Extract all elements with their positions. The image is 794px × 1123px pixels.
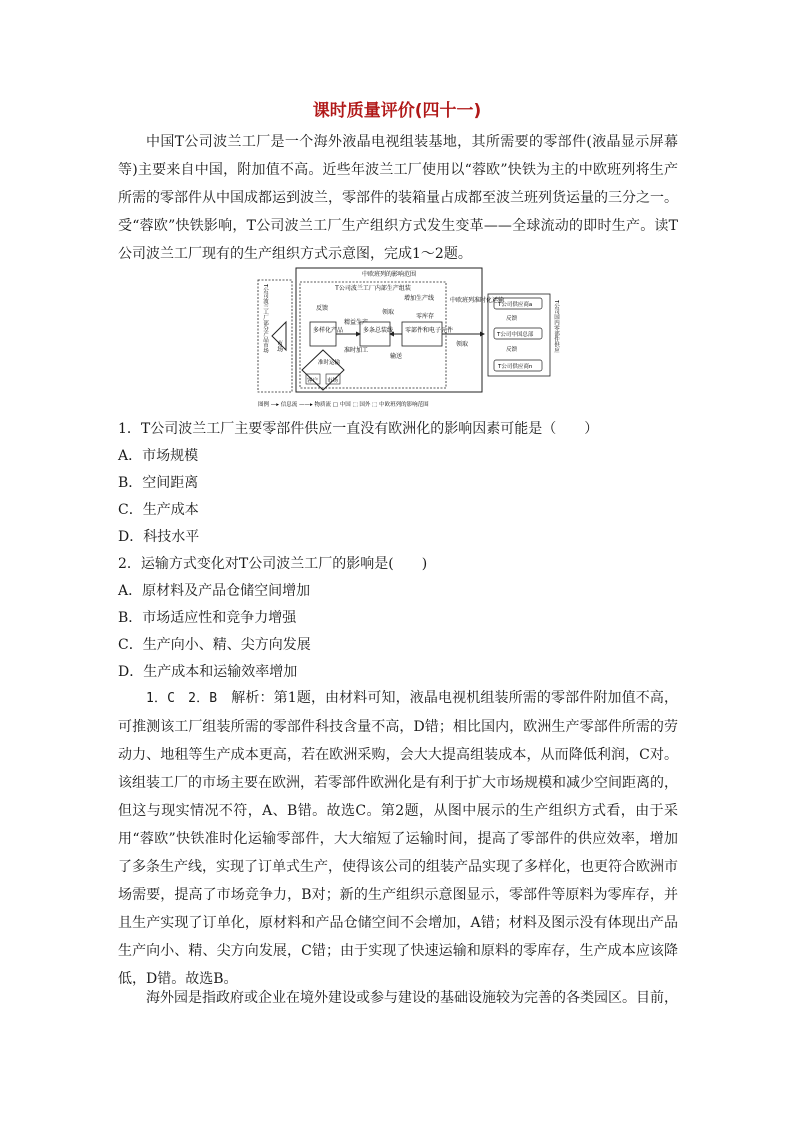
- answer-text: 解析：第1题，由材料可知，液晶电视机组装所需的零部件附加值不高，可推测该工厂组装所需的零部件科技含量不高，D错；相比国内，欧洲生产零部件所需的劳动力、地租等生产成本更高，若在欧洲采购，会大大提高组装成本，从而降低利润，C对。该组装工厂的市场主要在欧洲，若零部件欧洲化是有利于扩大市场规模和减少空间距离的，但这与现实情况不符，A、B错。故选C。第2题，从图中展示的生产组织方式看，由于采用“蓉欧”快铁准时化运输零部件，大大缩短了运输时间，提高了零部件的供应效率，增加了多条生产线，实现了订单式生产，使得该公司的组装产品实现了多样化，也更符合欧洲市场需要，提高了市场竞争力，B对；新的生产组织示意图显示，零部件等原料为零库存，并且生产实现了订单化，原材料和产品仓储空间不会增加，A错；材料及图示没有体现出产品生产向小、精、尖方向发展，C错；由于实现了快速运输和原料的零库存，生产成本应该降低，D错。故选B。: [118, 690, 679, 987]
- diagram-train: 中欧班列准时化运输: [450, 297, 505, 304]
- intro-paragraph: 中国T公司波兰工厂是一个海外液晶电视组装基地，其所需要的零部件(液晶显示屏幕等)主要来自中国，附加值不高。近些年波兰工厂使用以“蓉欧”快铁为主的中欧班列将生产所需的零部件从中国成都运到波兰，零部件的装箱量占成都至波兰班列货运量的三分之一。受“蓉欧”快铁影响，T公司波兰工厂生产组织方式发生变革——全球流动的即时生产。读T公司波兰工厂现有的生产组织方式示意图，完成1～2题。: [118, 134, 678, 262]
- diagram-fine-prod: 精益生产: [344, 319, 369, 326]
- q1-option-c: C．生产成本: [118, 502, 199, 518]
- page-title: 课时质量评价(四十一): [312, 101, 482, 121]
- diagram-china-hq: T公司中国总部: [497, 332, 534, 338]
- diagram-customer: 客户: [307, 378, 319, 384]
- diagram-feedback-top: 反馈: [316, 305, 329, 312]
- q2-stem: 2．运输方式变化对T公司波兰工厂的影响是( ): [118, 556, 428, 572]
- production-diagram: [256, 266, 582, 410]
- diagram-multi-line: 多条总装线: [363, 327, 394, 334]
- q2-option-d: D．生产成本和运输效率增加: [118, 664, 298, 680]
- diagram-add-line: 增加生产线: [404, 295, 435, 302]
- diagram-outer-title: 中欧班列的影响范围: [361, 271, 417, 278]
- diagram-supplier-a: T公司供应商a: [498, 302, 533, 308]
- answer-paragraph: [118, 684, 678, 993]
- next-paragraph: 海外园是指政府或企业在境外建设或参与建设的基础设施较为完善的各类园区。目前，: [146, 990, 678, 1006]
- diagram-market2: 市场: [327, 378, 339, 384]
- diagram-parts: 零部件和电子元件: [405, 327, 454, 334]
- diagram-receive: 领取: [382, 309, 395, 316]
- diagram-legend: 图例 —▸ 信息流 ——▸ 物质流 □ 中国 ⬚ 国外 ⬚ 中欧班列的影响范围: [258, 402, 429, 408]
- q1-option-b: B．空间距离: [118, 475, 199, 491]
- diagram-receive2: 领取: [456, 341, 469, 348]
- diagram-market: 市场: [275, 340, 283, 352]
- diagram-left-box: T公司波兰工厂部分产品市场: [262, 284, 268, 354]
- diagram-diverse: 多样化产品: [313, 327, 344, 334]
- diagram-transport: 输送: [390, 353, 403, 360]
- diagram-just-in-time: 准时运输: [318, 360, 341, 366]
- diagram-timely: 准时加工: [344, 347, 369, 354]
- diagram-zero-stock: 零库存: [416, 313, 435, 320]
- q1-option-d: D．科技水平: [118, 529, 200, 545]
- diagram-feedback2: 反馈: [506, 347, 518, 353]
- q2-option-c: C．生产向小、精、尖方向发展: [118, 637, 311, 653]
- diagram-supplier-n: T公司供应商n: [498, 364, 533, 370]
- diagram-inner-title: T公司波兰工厂内部生产组装: [335, 285, 411, 292]
- q2-option-b: B．市场适应性和竞争力增强: [118, 610, 297, 626]
- diagram-feedback1: 反馈: [506, 316, 518, 322]
- q1-stem: 1．T公司波兰工厂主要零部件供应一直没有欧洲化的影响因素可能是（ ）: [118, 421, 599, 437]
- q2-option-a: A．原材料及产品仓储空间增加: [118, 583, 311, 599]
- diagram-right-box: T公司国内零部件供应: [553, 300, 559, 353]
- q1-option-a: A．市场规模: [118, 448, 199, 464]
- answer-head: 1．C 2．B: [146, 691, 218, 706]
